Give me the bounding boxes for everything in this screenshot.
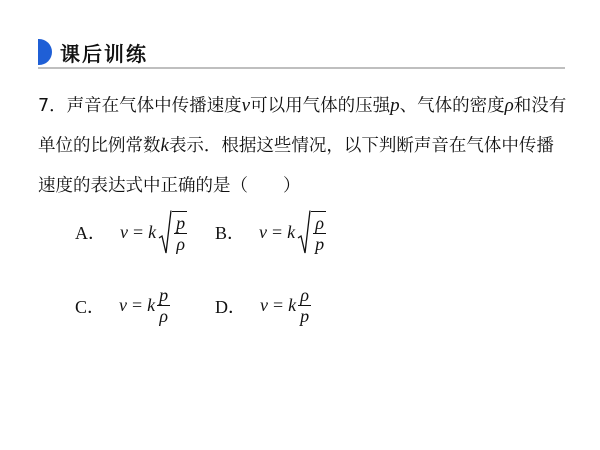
formula-equals: = <box>133 221 144 242</box>
header-divider <box>38 67 565 69</box>
formula-lhs: v <box>120 221 128 242</box>
fraction-denominator: ρ <box>176 234 185 254</box>
square-root <box>297 210 326 254</box>
symbol-rho: ρ <box>504 95 514 116</box>
fraction-denominator: ρ <box>159 306 168 326</box>
formula-lhs: v <box>259 221 268 242</box>
option-c[interactable] <box>75 285 170 326</box>
section-title: 课后训练 <box>60 41 148 66</box>
option-a[interactable] <box>75 210 187 254</box>
formula-equals: = <box>273 295 284 315</box>
question-text-4: 和没有单位的比例常数 <box>38 96 567 156</box>
fraction-denominator: p <box>300 306 310 326</box>
section-marker-icon <box>38 39 52 65</box>
fraction-numerator: p <box>176 213 186 233</box>
fraction <box>298 285 311 326</box>
fraction <box>157 285 170 326</box>
option-letter: D． <box>215 296 246 317</box>
question-text-1: ．声音在气体中传播速度 <box>49 96 242 116</box>
question-number: 7 <box>38 96 50 116</box>
option-letter: A． <box>75 223 106 243</box>
formula-coefficient: k <box>287 221 296 242</box>
fraction-numerator: ρ <box>315 213 324 233</box>
formula-lhs: v <box>260 295 268 315</box>
formula-coefficient: k <box>148 221 157 242</box>
fraction <box>313 213 326 254</box>
symbol-v: v <box>241 95 251 116</box>
fraction-numerator: ρ <box>300 285 309 305</box>
symbol-k: k <box>160 135 169 156</box>
formula-coefficient: k <box>147 295 156 315</box>
formula-lhs: v <box>119 295 128 315</box>
symbol-p: p <box>390 95 400 116</box>
section-header <box>38 35 148 69</box>
option-b[interactable] <box>215 210 326 254</box>
formula-equals: = <box>272 221 283 242</box>
option-letter: B． <box>215 223 246 243</box>
option-letter: C． <box>75 296 106 317</box>
radical-sign-icon <box>297 210 311 254</box>
question-stem <box>38 86 568 206</box>
question-text-5: 表示．根据这些情况，以下判断声音在气体中传播速度的表达式中正确的是（ ） <box>38 136 554 196</box>
option-d[interactable] <box>215 285 311 326</box>
fraction <box>174 213 187 254</box>
question-text-3: 、气体的密度 <box>399 96 505 116</box>
question-text-2: 可以用气体的压强 <box>250 96 391 116</box>
square-root <box>158 210 187 254</box>
formula-equals: = <box>132 295 143 315</box>
fraction-numerator: p <box>159 285 169 305</box>
formula-coefficient: k <box>288 295 297 315</box>
radical-sign-icon <box>158 210 172 254</box>
fraction-denominator: p <box>315 234 325 254</box>
